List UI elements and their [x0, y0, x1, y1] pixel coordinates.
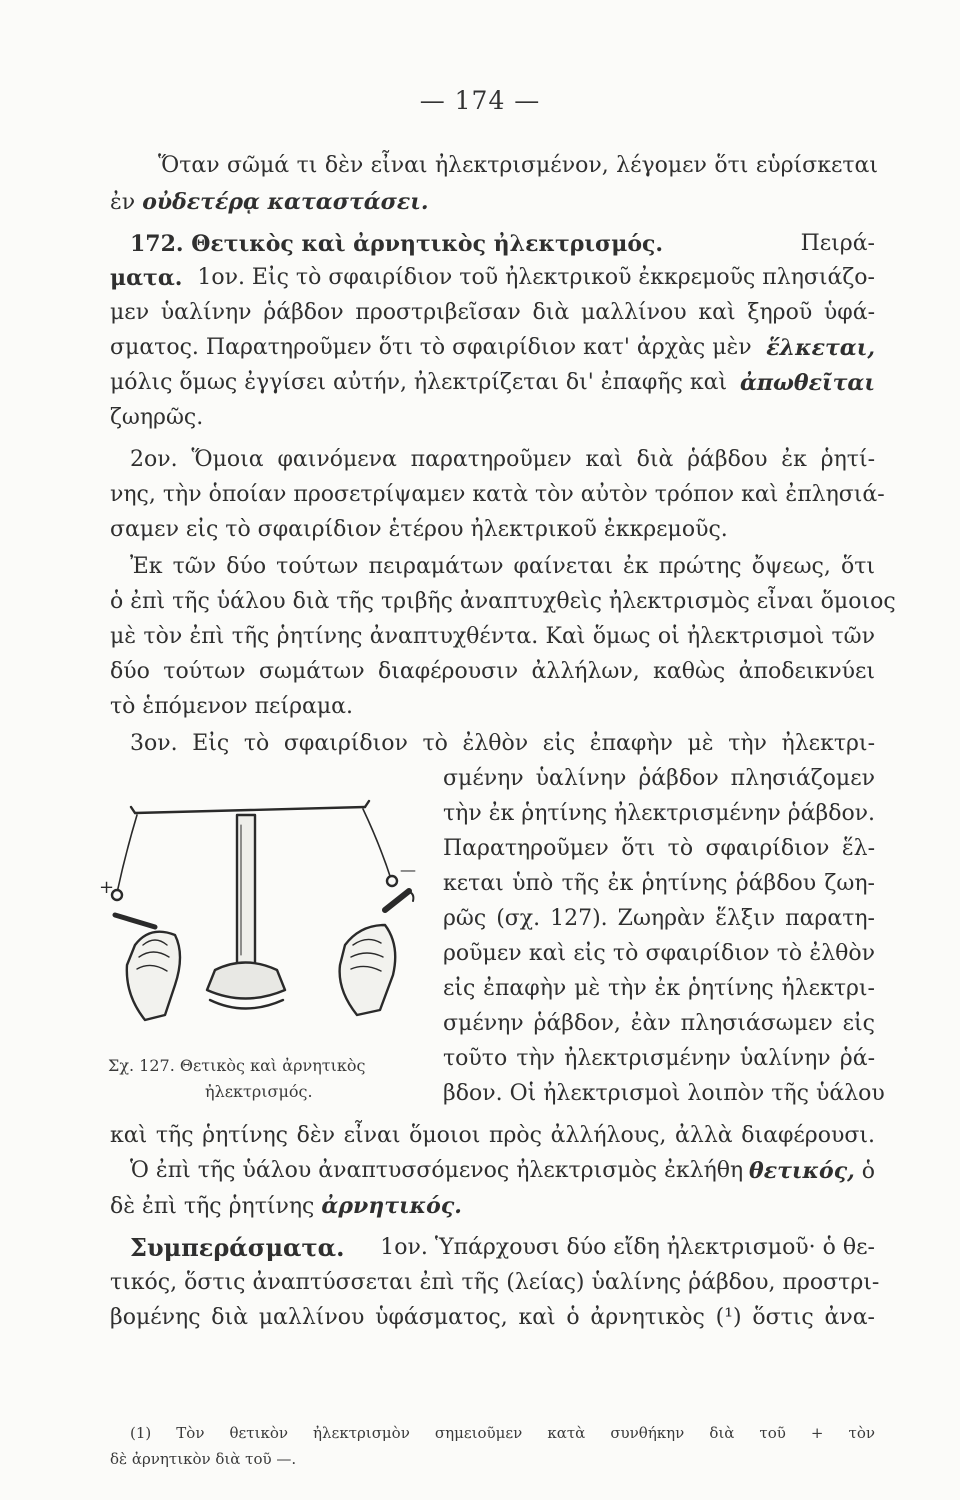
- pendulum-thread-right: [363, 809, 391, 879]
- emphasis-term: ἕλκεται,: [766, 335, 875, 361]
- text-line: εἰς ἐπαφὴν μὲ τὴν ἐκ ῥητίνης ἠλεκτρι-: [443, 976, 875, 1001]
- section-heading-line: [130, 230, 875, 258]
- crossbar: [135, 807, 365, 813]
- text-line: τικός, ὅστις ἀναπτύσσεται ἐπὶ τῆς (λείας) ὑαλίνης ῥάβδου, προστρι-: [110, 1270, 880, 1295]
- text-fragment: σματος. Παρατηροῦμεν ὅτι τὸ σφαιρίδιον κατ' ἀρχὰς μὲν: [110, 335, 752, 360]
- figure-caption: Σχ. 127. Θετικὸς καὶ ἀρνητικὸς: [108, 1056, 366, 1075]
- text-line: τοῦτο τὴν ἠλεκτρισμένην ὑαλίνην ῥά-: [443, 1046, 875, 1071]
- conclusions-heading: Συμπεράσματα.: [130, 1233, 345, 1262]
- left-hand: [127, 932, 180, 1020]
- text-line: κεται ὑπὸ τῆς ἐκ ῥητίνης ῥάβδου ζωη-: [443, 871, 875, 896]
- text-fragment: ὁ: [861, 1159, 875, 1184]
- pendulum-thread-left: [117, 815, 137, 893]
- glass-stand: [237, 815, 255, 965]
- text-line: Ὅταν σῶμά τι δὲν εἶναι ἠλεκτρισμένον, λέγομεν ὅτι εὑρίσκεται: [158, 153, 878, 178]
- figure-electric-pendulums: [95, 795, 425, 1045]
- text-line: [130, 1234, 875, 1262]
- text-line: μὲ τὸν ἐπὶ τῆς ῥητίνης ἀναπτυχθέντα. Καὶ ὅμως οἱ ἠλεκτρισμοὶ τῶν: [110, 624, 875, 649]
- text-line: σμένην ὑαλίνην ῥάβδον πλησιάζομεν: [443, 766, 875, 791]
- text-line: σμένην ῥάβδον, ἐὰν πλησιάσωμεν εἰς: [443, 1011, 875, 1036]
- text-line: τὸ ἑπόμενον πείραμα.: [110, 694, 354, 719]
- emphasis-term: θετικός,: [749, 1158, 855, 1184]
- text-line: ροῦμεν καὶ εἰς τὸ σφαιρίδιον τὸ ἐλθὸν: [443, 941, 875, 966]
- text-line: [110, 264, 875, 292]
- plus-sign: +: [99, 877, 115, 898]
- emphasis-term: οὐδετέρᾳ καταστάσει.: [142, 189, 429, 215]
- resin-rod: [385, 891, 409, 910]
- emphasis-term: ἀπωθεῖται: [739, 370, 875, 396]
- text-line: βομένης διὰ μαλλίνου ὑφάσματος, καὶ ὁ ἀρνητικὸς (¹) ὅστις ἀνα-: [110, 1305, 875, 1330]
- text-line: μεν ὑαλίνην ῥάβδον προστριβεῖσαν διὰ μαλλίνου καὶ ξηροῦ ὑφά-: [110, 300, 875, 325]
- text-fragment: Ὁ ἐπὶ τῆς ὑάλου ἀναπτυσσόμενος ἠλεκτρισμὸς ἐκλήθη: [130, 1158, 744, 1183]
- text-line: 3ον. Εἰς τὸ σφαιρίδιον τὸ ἐλθὸν εἰς ἐπαφὴν μὲ τὴν ἠλεκτρι-: [130, 731, 875, 756]
- text-line: βδον. Οἱ ἠλεκτρισμοὶ λοιπὸν τῆς ὑάλου: [443, 1081, 885, 1106]
- text-fragment: 1ον. Ὑπάρχουσι δύο εἴδη ἠλεκτρισμοῦ· ὁ θε-: [380, 1235, 875, 1260]
- text-line: [130, 1157, 875, 1186]
- text-line: Παρατηροῦμεν ὅτι τὸ σφαιρίδιον ἕλ-: [443, 836, 875, 861]
- text-fragment: 1ον. Εἰς τὸ σφαιρίδιον τοῦ ἠλεκτρικοῦ ἐκκρεμοῦς πλησιάζο-: [197, 265, 875, 290]
- text-line: [110, 1192, 462, 1221]
- text-line: σαμεν εἰς τὸ σφαιρίδιον ἑτέρου ἠλεκτρικοῦ ἐκκρεμοῦς.: [110, 517, 728, 542]
- text-line: 2ον. Ὅμοια φαινόμενα παρατηροῦμεν καὶ διὰ ῥάβδου ἐκ ῥητί-: [130, 447, 875, 472]
- section-heading: 172. Θετικὸς καὶ ἀρνητικὸς ἠλεκτρισμός.: [130, 231, 664, 257]
- emphasis-term: ἀρνητικός.: [321, 1193, 462, 1219]
- text-fragment: ἐν: [110, 190, 136, 215]
- text-line: [110, 188, 429, 217]
- text-line: [110, 334, 875, 362]
- right-hand: [340, 925, 396, 1015]
- text-line: καὶ τῆς ῥητίνης δὲν εἶναι ὅμοιοι πρὸς ἀλλήλους, ἀλλὰ διαφέρουσι.: [110, 1123, 875, 1148]
- text-line: τὴν ἐκ ῥητίνης ἠλεκτρισμένην ῥάβδον.: [443, 801, 876, 826]
- footnote-line: (1) Τὸν θετικὸν ἠλεκτρισμὸν σημειοῦμεν κατὰ συνθήκην διὰ τοῦ + τὸν: [130, 1424, 875, 1442]
- stand-base: [207, 963, 285, 999]
- footnote-line: δὲ ἀρνητικὸν διὰ τοῦ —.: [110, 1450, 297, 1468]
- text-line: νης, τὴν ὁποίαν προσετρίψαμεν κατὰ τὸν αὐτὸν τρόπον καὶ ἐπλησιά-: [110, 482, 885, 507]
- text-fragment: μόλις ὅμως ἐγγίσει αὐτήν, ἠλεκτρίζεται δι' ἐπαφῆς καὶ: [110, 370, 728, 395]
- text-line: δύο τούτων σωμάτων διαφέρουσιν ἀλλήλων, καθὼς ἀποδεικνύει: [110, 659, 875, 684]
- text-fragment: δὲ ἐπὶ τῆς ῥητίνης: [110, 1194, 315, 1219]
- text-line: ρῶς (σχ. 127). Ζωηρὰν ἕλξιν παρατη-: [443, 906, 875, 931]
- glass-rod: [115, 915, 155, 927]
- experiments-label: ματα.: [110, 265, 183, 291]
- figure-caption: ἠλεκτρισμός.: [205, 1082, 313, 1101]
- text-line: Ἐκ τῶν δύο τούτων πειραμάτων φαίνεται ἐκ πρώτης ὄψεως, ὅτι: [130, 554, 875, 579]
- minus-sign: —: [400, 860, 416, 879]
- pendulum-ball-right: [387, 876, 397, 886]
- text-fragment: Πειρά-: [800, 231, 875, 256]
- text-line: ὁ ἐπὶ τῆς ὑάλου διὰ τῆς τριβῆς ἀναπτυχθεὶς ἠλεκτρισμὸς εἶναι ὅμοιος: [110, 589, 896, 614]
- page-number: — 174 —: [419, 86, 541, 115]
- text-line: ζωηρῶς.: [110, 405, 204, 430]
- text-line: [110, 369, 875, 397]
